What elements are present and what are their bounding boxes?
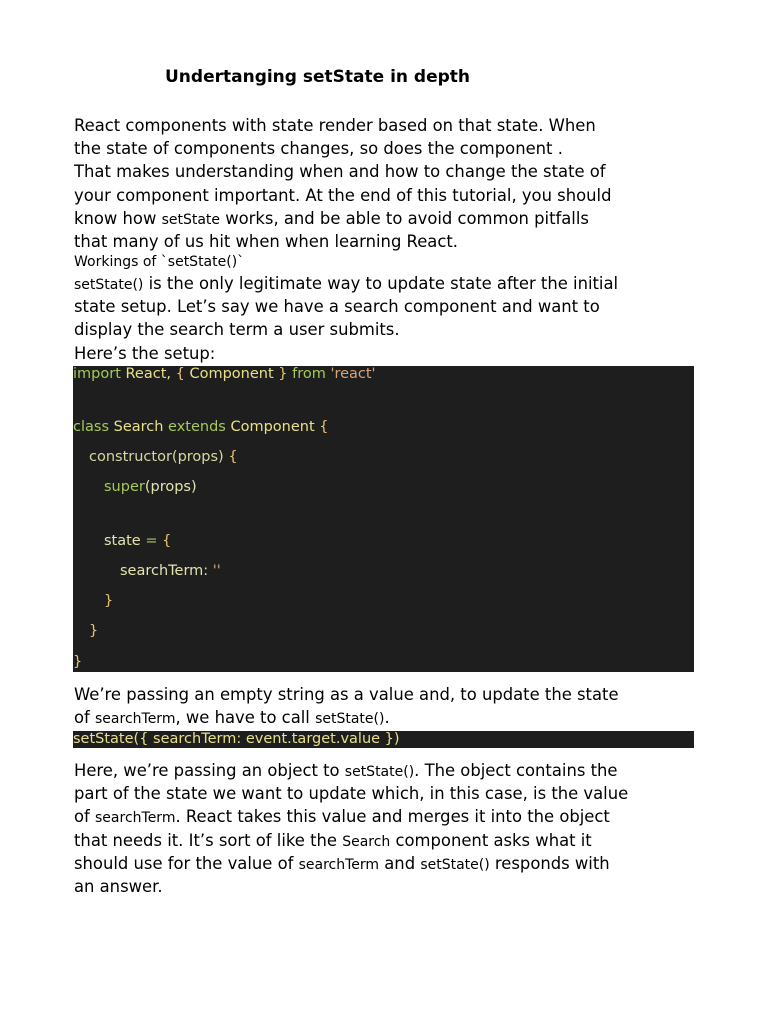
text-fragment: component asks what it: [390, 830, 592, 850]
inline-code: setState: [161, 211, 221, 228]
inline-code: setState(): [344, 764, 415, 780]
text-line: [74, 706, 714, 729]
code-token: 'react': [325, 366, 376, 382]
text-fragment: and: [379, 853, 421, 873]
text-fragment: Here, we’re passing an object to: [74, 761, 345, 780]
code-line: }: [73, 654, 83, 670]
code-token: {: [162, 533, 172, 549]
merge-explanation-paragraph: [74, 759, 714, 898]
code-line: [73, 366, 376, 382]
text-fragment: . React takes this value and merges it into the object: [175, 807, 610, 827]
text-line: display the search term a user submits.: [74, 320, 400, 340]
code-token: =: [140, 533, 163, 549]
setstate-paragraph: [74, 272, 714, 365]
code-token: import: [73, 366, 121, 382]
setstate-code-line: setState({ searchTerm: event.target.value }): [73, 731, 694, 748]
text-line: That makes understanding when and how to change the state of: [74, 162, 606, 182]
text-fragment: is the only legitimate way to update state after the initial: [143, 274, 619, 293]
text-line: the state of components changes, so does the component .: [74, 139, 563, 159]
code-token: React,: [120, 366, 176, 382]
inline-code: setState(): [315, 711, 385, 728]
page-title: Undertanging setState in depth: [165, 67, 471, 87]
code-token: (props): [144, 479, 197, 495]
text-line: state setup. Let’s say we have a search component and want to: [74, 297, 600, 317]
code-token: '': [208, 563, 221, 579]
text-line: [74, 829, 714, 852]
code-line: }: [89, 623, 99, 639]
text-line: Here’s the setup:: [74, 343, 216, 363]
inline-code: Search: [342, 833, 391, 850]
text-line: that many of us hit when when learning React.: [74, 231, 458, 251]
code-line: [89, 449, 238, 465]
text-fragment: responds with: [489, 853, 610, 873]
code-token: {: [314, 419, 329, 435]
code-token: {: [223, 449, 238, 465]
intro-paragraph: [74, 114, 714, 253]
code-token: searchTerm:: [120, 563, 209, 579]
inline-code: searchTerm: [298, 856, 380, 873]
text-line: [74, 207, 714, 230]
code-token: {: [175, 366, 190, 382]
text-fragment: know how: [74, 208, 162, 228]
inline-code: searchTerm: [95, 810, 176, 827]
text-fragment: , we have to call: [175, 708, 316, 728]
text-fragment: works, and be able to avoid common pitfalls: [220, 208, 589, 228]
code-token: Component: [189, 366, 274, 382]
code-token: Component: [225, 419, 315, 435]
text-fragment: of: [74, 708, 96, 728]
code-token: super: [104, 479, 145, 495]
code-token: extends: [163, 419, 226, 435]
text-line: your component important. At the end of this tutorial, you should: [74, 185, 612, 205]
text-fragment: that needs it. It’s sort of like the: [74, 830, 343, 850]
section-subheading: Workings of `setState()`: [74, 254, 245, 270]
text-line: React components with state render based on that state. When: [74, 116, 596, 135]
code-line: [104, 479, 197, 495]
text-line: [74, 759, 714, 782]
empty-string-paragraph: [74, 683, 714, 729]
code-token: constructor(props): [89, 449, 224, 465]
text-line: [74, 272, 714, 295]
text-line: [74, 852, 714, 875]
code-block: [73, 366, 694, 672]
text-line: [74, 805, 714, 828]
code-token: from: [287, 366, 326, 382]
text-line: an answer.: [74, 876, 163, 896]
code-line: [120, 563, 221, 579]
code-token: }: [273, 366, 288, 382]
inline-code: setState(): [74, 277, 144, 293]
text-fragment: of: [74, 807, 96, 827]
code-line: [104, 533, 171, 549]
text-line: We’re passing an empty string as a value and, to update the state: [74, 685, 619, 704]
code-line: }: [104, 593, 114, 609]
code-token: Search: [109, 419, 164, 435]
inline-code: setState(): [420, 856, 490, 873]
text-line: part of the state we want to update which, in this case, is the value: [74, 784, 629, 804]
code-token: state: [104, 533, 141, 549]
text-fragment: .: [384, 708, 390, 728]
text-fragment: should use for the value of: [74, 853, 299, 873]
text-fragment: . The object contains the: [414, 761, 618, 780]
code-line: [73, 419, 329, 435]
inline-code: searchTerm: [95, 711, 176, 728]
code-token: class: [73, 419, 109, 435]
